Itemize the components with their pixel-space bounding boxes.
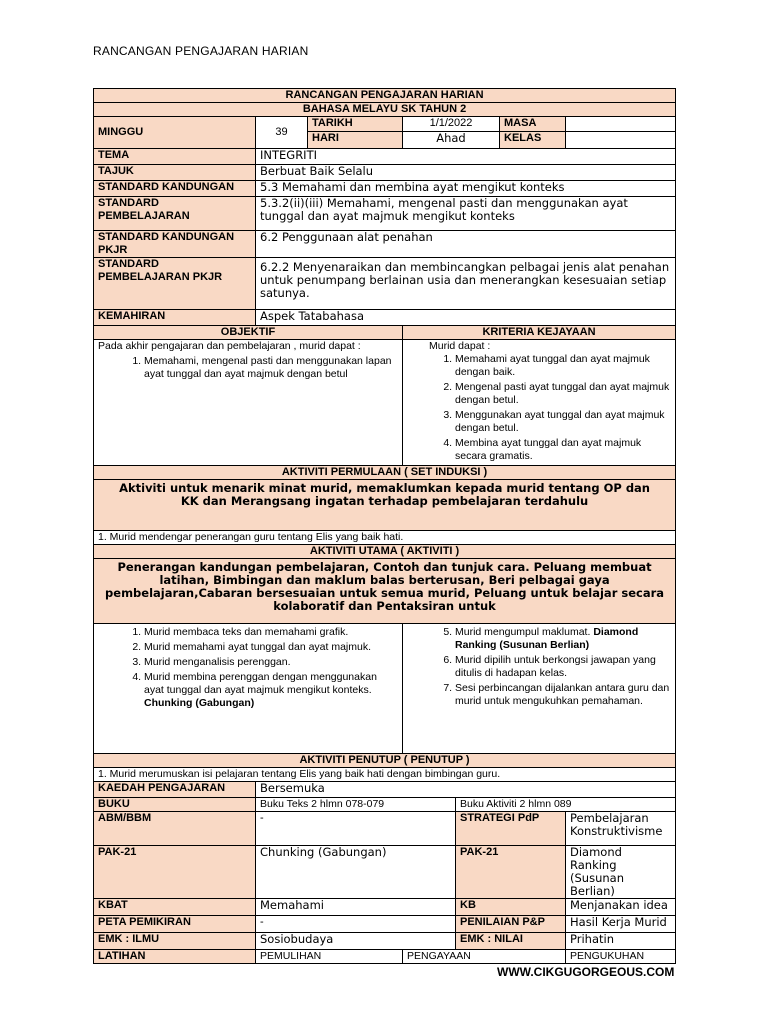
emk-nilai-value: Prihatin <box>566 933 676 950</box>
masa-label: MASA <box>500 117 566 132</box>
utama-right-cell <box>403 624 676 754</box>
utama-description: Penerangan kandungan pembelajaran, Contoh dan tunjuk cara. Peluang membuat latihan, Bimbingan dan maklum balas berterusan, Beri pelbagai gaya pembelajaran,Cabaran bersesuaian untuk semua murid, Peluang untuk belajar secara kolaboratif dan Pentaksiran untuk <box>94 559 676 624</box>
kriteria-heading: KRITERIA KEJAYAAN <box>403 326 676 340</box>
abm-label: ABM/BBM <box>94 812 256 846</box>
buku-label: BUKU <box>94 798 256 812</box>
kb-value: Menjanakan idea <box>566 899 676 916</box>
pengukuhan: PENGUKUHAN <box>566 950 676 964</box>
kemahiran-value: Aspek Tatabahasa <box>256 310 676 326</box>
sp-label: STANDARD PEMBELAJARAN <box>94 197 256 231</box>
kriteria-item: 1. Memahami ayat tunggal dan ayat majmuk dengan baik. <box>455 353 671 379</box>
kriteria-item: 2. Mengenal pasti ayat tunggal dan ayat majmuk dengan betul. <box>455 381 671 407</box>
permulaan-description: Aktiviti untuk menarik minat murid, memaklumkan kepada murid tentang OP dan KK dan Merangsang ingatan terhadap pembelajaran terdahulu <box>94 480 676 531</box>
skpkjr-value: 6.2 Penggunaan alat penahan <box>256 231 676 258</box>
pak21-right: Diamond Ranking (Susunan Berlian) <box>566 846 676 899</box>
plan-subject: BAHASA MELAYU SK TAHUN 2 <box>94 103 676 117</box>
utama-left-cell <box>94 624 403 754</box>
buku-teks: Buku Teks 2 hlmn 078-079 <box>256 798 456 812</box>
utama-item-text: Murid membina perenggan dengan menggunakan ayat tunggal dan ayat majmuk mengikut konteks. <box>144 671 377 696</box>
latihan-label: LATIHAN <box>94 950 256 964</box>
pengayaan: PENGAYAAN <box>403 950 566 964</box>
kbat-value: Memahami <box>256 899 456 916</box>
strategi-label: STRATEGI PdP <box>456 812 566 846</box>
utama-item: 6. Murid dipilih untuk berkongsi jawapan yang ditulis di hadapan kelas. <box>455 654 671 680</box>
peta-label: PETA PEMIKIRAN <box>94 916 256 933</box>
footer-website: WWW.CIKGUGORGEOUS.COM <box>497 965 675 979</box>
emk-nilai-label: EMK : NILAI <box>456 933 566 950</box>
utama-heading: AKTIVITI UTAMA ( AKTIVITI ) <box>94 545 676 559</box>
utama-item <box>144 671 398 710</box>
kbat-label: KBAT <box>94 899 256 916</box>
objektif-cell <box>94 340 403 466</box>
masa-value <box>566 117 676 132</box>
kelas-value <box>566 132 676 149</box>
chunking-strategy: Chunking (Gabungan) <box>144 697 255 709</box>
objektif-item: 1. Memahami, mengenal pasti dan menggunakan lapan ayat tunggal dan ayat majmuk dengan betul <box>144 355 398 381</box>
utama-item: 2. Murid memahami ayat tunggal dan ayat majmuk. <box>144 641 398 654</box>
plan-title: RANCANGAN PENGAJARAN HARIAN <box>94 89 676 103</box>
utama-item: 1. Murid membaca teks dan memahami grafik. <box>144 626 398 639</box>
sppkjr-value: 6.2.2 Menyenaraikan dan membincangkan pelbagai jenis alat penahan untuk penumpang berlainan usia dan menerangkan kesesuaian setiap satunya. <box>256 258 676 310</box>
utama-item: 3. Murid menganalisis perenggan. <box>144 656 398 669</box>
tajuk-value: Berbuat Baik Selalu <box>256 165 676 181</box>
strategi-value: Pembelajaran Konstruktivisme <box>566 812 676 846</box>
pak21-left: Chunking (Gabungan) <box>256 846 456 899</box>
penutup-heading: AKTIVITI PENUTUP ( PENUTUP ) <box>94 754 676 768</box>
kaedah-label: KAEDAH PENGAJARAN <box>94 782 256 798</box>
penilaian-label: PENILAIAN P&P <box>456 916 566 933</box>
kriteria-item: 4. Membina ayat tunggal dan ayat majmuk secara gramatis. <box>455 437 671 463</box>
kb-label: KB <box>456 899 566 916</box>
sppkjr-label: STANDARD PEMBELAJARAN PKJR <box>94 258 256 310</box>
hari-label: HARI <box>308 132 403 149</box>
tarikh-label: TARIKH <box>308 117 403 132</box>
pemulihan: PEMULIHAN <box>256 950 403 964</box>
minggu-label: MINGGU <box>94 117 256 149</box>
tarikh-value: 1/1/2022 <box>403 117 500 132</box>
document-title: RANCANGAN PENGAJARAN HARIAN <box>93 44 309 58</box>
utama-item-text: Murid mengumpul maklumat. <box>455 626 591 638</box>
hari-value: Ahad <box>403 132 500 149</box>
pak21-label: PAK-21 <box>94 846 256 899</box>
diamond-ranking-strategy: Diamond Ranking (Susunan Berlian) <box>455 626 639 651</box>
kriteria-intro: Murid dapat : <box>429 340 491 352</box>
emk-ilmu-label: EMK : ILMU <box>94 933 256 950</box>
abm-value: - <box>256 812 456 846</box>
kaedah-value: Bersemuka <box>256 782 676 798</box>
peta-value: - <box>256 916 456 933</box>
kriteria-item: 3. Menggunakan ayat tunggal dan ayat majmuk dengan betul. <box>455 409 671 435</box>
sp-value: 5.3.2(ii)(iii) Memahami, mengenal pasti dan menggunakan ayat tunggal dan ayat majmuk mengikut konteks <box>256 197 676 231</box>
penutup-step: 1. Murid merumuskan isi pelajaran tentang Elis yang baik hati dengan bimbingan guru. <box>94 768 676 782</box>
utama-item: 7. Sesi perbincangan dijalankan antara guru dan murid untuk mengukuhkan pemahaman. <box>455 682 671 708</box>
tajuk-label: TAJUK <box>94 165 256 181</box>
minggu-value: 39 <box>256 117 308 149</box>
tema-value: INTEGRITI <box>256 149 676 165</box>
buku-aktiviti: Buku Aktiviti 2 hlmn 089 <box>456 798 676 812</box>
sk-label: STANDARD KANDUNGAN <box>94 181 256 197</box>
emk-ilmu-value: Sosiobudaya <box>256 933 456 950</box>
utama-item <box>455 626 671 652</box>
tema-label: TEMA <box>94 149 256 165</box>
permulaan-heading: AKTIVITI PERMULAAN ( SET INDUKSI ) <box>94 466 676 480</box>
skpkjr-label: STANDARD KANDUNGAN PKJR <box>94 231 256 258</box>
objektif-heading: OBJEKTIF <box>94 326 403 340</box>
kriteria-cell <box>403 340 676 466</box>
objektif-intro: Pada akhir pengajaran dan pembelajaran , murid dapat : <box>98 340 361 352</box>
permulaan-step: 1. Murid mendengar penerangan guru tentang Elis yang baik hati. <box>94 531 676 545</box>
kemahiran-label: KEMAHIRAN <box>94 310 256 326</box>
lesson-plan-table <box>93 88 676 964</box>
pak21-label-right: PAK-21 <box>456 846 566 899</box>
sk-value: 5.3 Memahami dan membina ayat mengikut konteks <box>256 181 676 197</box>
penilaian-value: Hasil Kerja Murid <box>566 916 676 933</box>
kelas-label: KELAS <box>500 132 566 149</box>
